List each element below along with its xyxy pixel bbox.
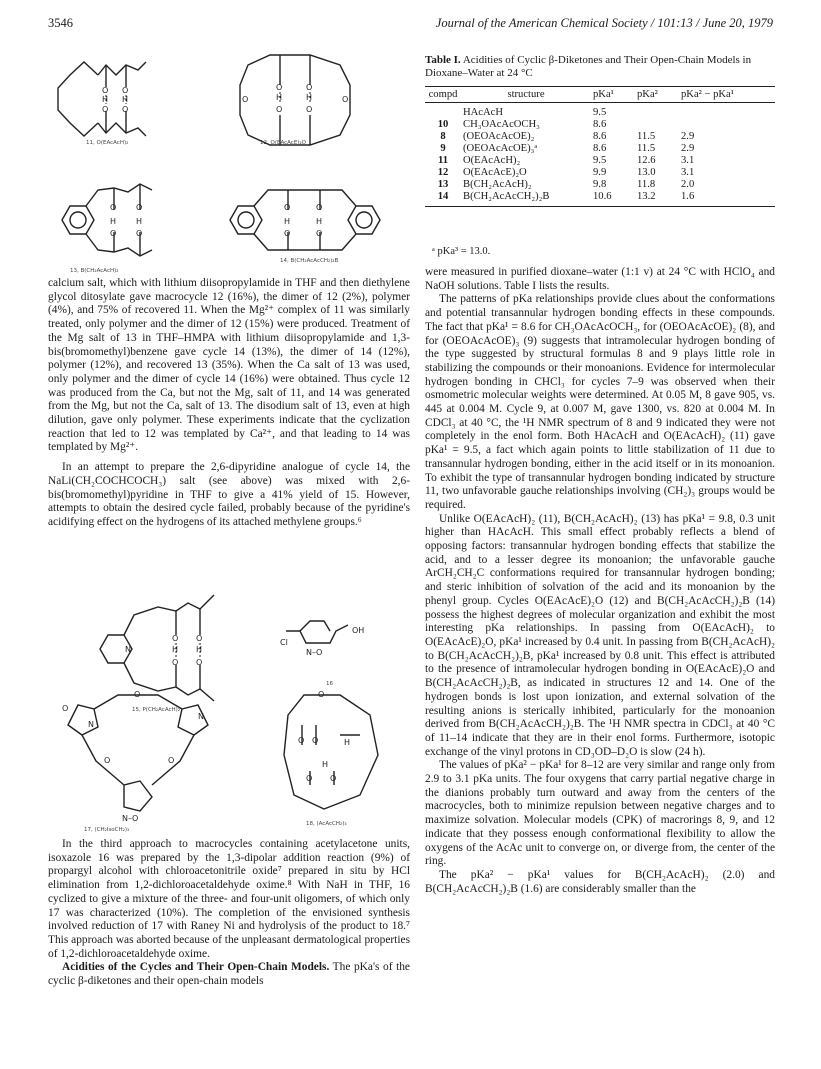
atom-label: O (136, 203, 143, 212)
atom-label: O (306, 105, 313, 114)
table-cell: 12.6 (637, 155, 656, 166)
table-cell: B(CH₂AcAcH)₂ (463, 179, 532, 190)
structure-16-drawing (280, 621, 364, 657)
table-cell (635, 103, 679, 120)
table-caption-text: Acidities of Cyclic β-Diketones and Their Open-Chain Models in Dioxane–Water at 24 °C (425, 54, 752, 79)
table-cell: 11.8 (637, 179, 656, 190)
atom-label: H (322, 760, 329, 769)
atom-label: O (136, 229, 143, 238)
atom-label: H (196, 645, 203, 654)
column-header: pKa² (635, 87, 679, 103)
structures-middle-drawing (48, 585, 410, 835)
atom-label: O (110, 203, 117, 212)
left-column-lower (48, 838, 410, 989)
table-cell: 9.9 (593, 167, 607, 178)
atom-label: O (316, 203, 323, 212)
paragraph-text: The pKa's of the cyclic β-diketones and their open-chain models (48, 961, 410, 988)
table-row (425, 131, 775, 143)
structure-13-label: 13, B(CH₂AcAcH)₂ (70, 268, 119, 274)
paragraph: In an attempt to prepare the 2,6-dipyridine analogue of cycle 14, the NaLi(CH₂COCHCOCH₃) salt (see above) was mixed with 2,6-bis(bromomethyl)pyridine in THF to give a 41% yield of 15. However, attempts to obtain the desired cycle failed, probably because of the pyridine's acidifying effect on the hydrogens of its attached methylene groups.⁶ (48, 461, 410, 528)
atom-label: O (298, 736, 305, 745)
atom-label: O (172, 658, 179, 667)
table-caption (425, 54, 775, 80)
table-cell: CH₃OAcAcOCH₃ (463, 119, 540, 130)
page-number: 3546 (48, 16, 73, 30)
left-column-upper (48, 277, 410, 530)
structures-top-figure (48, 40, 410, 275)
table-footnote: ᵃ pKa³ = 13.0. (432, 246, 491, 257)
atom-label: H (102, 95, 109, 104)
atom-label: O (102, 86, 109, 95)
table-header-row (425, 87, 775, 103)
atom-label: H (316, 217, 323, 226)
table-cell: O(EAcAcH)₂ (463, 155, 521, 166)
structure-11-drawing (58, 62, 146, 136)
paragraph: The pKa² − pKa¹ values for B(CH₂AcAcH)₂ (2.0) and B(CH₂AcAcCH₂)₂B (1.6) are considerably smaller than the (425, 868, 775, 895)
atom-label: H (306, 93, 313, 102)
atom-label: O (330, 774, 337, 783)
atom-label: O (134, 690, 141, 699)
table-cell: 2.9 (681, 131, 695, 142)
table-cell: B(CH₂AcAcCH₂)₂B (461, 191, 591, 207)
table-cell: 8.6 (593, 131, 607, 142)
table-cell: 13.0 (637, 167, 656, 178)
atom-label: O (122, 86, 129, 95)
paragraph: The patterns of pKa relationships provide clues about the conformations and potential transannular hydrogen bonding effects in these compounds. The fact that pKa¹ = 8.6 for CH₃OAcAcOCH₃, for (OEOAcAcOE)₂ (8), and for (OEOAcAcOE)₃ (9) suggests that intramolecular hydrogen bonding of the type suggested by structural formulas 8 and 9 plays little role in stabilizing the compounds or their monoanions. Evidence for intermolecular hydrogen bonding in CHCl₃ for cycles 7–9 was observed when their osmometric molecular weights were determined. At 0.05 M, 8 gave 905, vs. 445 at 0.004 M. Cycle 9, at 0.007 M, gave 1300, vs. 820 at 0.004 M. In CDCl₃ at 40 °C, the ¹H NMR spectrum of 8 and 9 indicated they were not completely in the enol form. Both HAcAcH and O(EAcAcH)₂ (11) gave pKa¹ = 9.5, a fact which again points to little stabilization of 11 due to transannular hydrogen bonding, either in the acid itself or in its monoanion. To exhibit the type of transannular hydrogen bonding indicated by structure 11, two unfavorable gauche relationships involving (CH₂)₃ groups would be required. (425, 293, 775, 511)
atom-label: O (306, 83, 313, 92)
atom-label: H (122, 95, 129, 104)
table-row (425, 143, 775, 155)
structure-15-label: 15, P(CH₂AcAcH)₂ (132, 707, 181, 713)
atom-label: O (196, 658, 203, 667)
atom-label: O (62, 704, 69, 713)
table-cell (425, 103, 461, 120)
table-row (425, 119, 775, 131)
structures-top-drawing (48, 40, 410, 275)
atom-label: H (136, 217, 143, 226)
atom-label: O (312, 736, 319, 745)
table-cell: 1.6 (679, 191, 775, 207)
table-cell: 13.2 (635, 191, 679, 207)
atom-label: N (88, 720, 94, 729)
paragraph (48, 961, 410, 988)
atom-label: O (110, 229, 117, 238)
atom-label: O (276, 105, 283, 114)
atom-label: O (342, 95, 349, 104)
column-header: structure (461, 87, 591, 103)
column-header: pKa¹ (591, 87, 635, 103)
paragraph: The values of pKa² − pKa¹ for 8–12 are very similar and range only from 2.9 to 3.1 pKa units. The four oxygens that carry partial negative charge in the dianions probably turn outward and away from the centers of the macrocycles, both to minimize repulsion between negative charges and to maximize solvation. Molecular models (CPK) of macrorings 8, 9, and 12 indicate that they possess enough conformational flexibility to allow the oxygens of the AcAc unit to converge on, or diverge from, the center of the ring. (425, 759, 775, 868)
atom-label: O (168, 756, 175, 765)
atom-label: N–O (306, 648, 323, 657)
table-cell: O(EAcAcE)₂O (463, 167, 527, 178)
table-row (425, 103, 775, 120)
structure-15-drawing (100, 595, 214, 701)
table-cell: 9.8 (593, 179, 607, 190)
atom-label: H (344, 738, 351, 747)
paragraph: were measured in purified dioxane–water (1:1 v) at 24 °C with HClO₄ and NaOH solutions. Table I lists the results. (425, 266, 775, 292)
table-cell: (OEOAcAcOE)₃ᵃ (463, 143, 538, 154)
atom-label: O (104, 756, 111, 765)
atom-label: O (276, 83, 283, 92)
structure-16-label: 16 (326, 681, 333, 687)
journal-citation: Journal of the American Chemical Society / 101:13 / June 20, 1979 (435, 16, 773, 30)
table-row (425, 155, 775, 167)
section-heading: Acidities of the Cycles and Their Open-Chain Models. (62, 961, 330, 974)
column-header: pKa² − pKa¹ (679, 87, 775, 103)
table-cell (679, 119, 775, 131)
table-cell: 9 (440, 143, 446, 154)
column-header: compd (425, 87, 461, 103)
atom-label: H (172, 645, 179, 654)
atom-label: H (276, 93, 283, 102)
acidity-table (425, 86, 775, 207)
table-cell (635, 119, 679, 131)
atom-label: H (284, 217, 291, 226)
table-cell (679, 103, 775, 120)
table-cell: 8.6 (593, 143, 607, 154)
atom-label: O (196, 634, 203, 643)
table-cell: HAcAcH (463, 107, 504, 118)
structure-14-label: 14, B(CH₂AcAcCH₂)₂B (280, 258, 339, 264)
atom-label: H (110, 217, 117, 226)
structure-12-label: 12, O(EAcAcE)₂O (260, 140, 306, 146)
table-cell: 14 (425, 191, 461, 207)
atom-label: N (198, 712, 204, 721)
table-cell: (OEOAcAcOE)₂ (463, 131, 535, 142)
atom-label: N–O (122, 814, 139, 823)
structure-13-drawing (62, 184, 152, 256)
table-cell: 8.6 (593, 119, 607, 130)
table-cell: 11.5 (637, 143, 656, 154)
table-cell: 3.1 (681, 167, 695, 178)
table-cell: 11 (437, 155, 448, 166)
table-row (425, 167, 775, 179)
table-cell: 3.1 (681, 155, 695, 166)
atom-label: N (125, 645, 131, 654)
structure-12-drawing (240, 55, 350, 145)
atom-label: O (284, 229, 291, 238)
atom-label: O (284, 203, 291, 212)
atom-label: O (242, 95, 249, 104)
paragraph: calcium salt, which with lithium diisopropylamide in THF and then diethylene glycol ditosylate gave macrocycle 12 (16%), the dimer of 12 (2%), polymer (4%), and 75% of recovered 11. When the Mg²⁺ complex of 11 was similarly treated, only polymer and the dimer of 12 (15%) were produced. Treatment of the Mg salt of 13 in THF–HMPA with lithium diisopropylamide and 1,3-bis(bromomethyl)benzene gave cycle 14 (13%), the dimer of 14 (12%), polymer (12%), and recovered 13 (35%). When the Ca salt of 13 was used, only polymer and the dimer of cycle 14 (16%) were obtained. Thus cycle 12 was produced from the Ca, but not the Mg, salt of 11, and 14 was generated from the Mg, but not the Ca, salt of 13. The disodium salt of 13, even at high dilution, gave only polymer. These experiments indicate that the cyclization reaction that led to 12 was templated by Ca²⁺, and that leading to 14 was templated by Mg²⁺. (48, 277, 410, 454)
table-cell: 8 (440, 131, 446, 142)
atom-label: O (318, 690, 325, 699)
structure-14-drawing (230, 190, 380, 250)
atom-label: O (122, 105, 129, 114)
table-cell: 9.5 (593, 155, 607, 166)
table-cell: 10.6 (591, 191, 635, 207)
structure-18-label: 18, (AcAcCH₂)₃ (306, 821, 347, 827)
table-cell: 2.9 (681, 143, 695, 154)
table-caption-label: Table I. (425, 54, 461, 66)
table-cell: 11.5 (637, 131, 656, 142)
atom-label: Cl (280, 638, 288, 647)
table-cell: 10 (437, 119, 449, 130)
paragraph: Unlike O(EAcAcH)₂ (11), B(CH₂AcAcH)₂ (13) has pKa¹ = 9.8, 0.3 unit higher than HAcAcH. This small effect probably reflects a blend of opposing factors: transannular hydrogen bonding effects that stabilize the acid, and to a lesser degree its monoanion; the unfavorable gauche ArCH₂CH₂C conformations required for transannular hydrogen bonding; and steric inhibition of solvation of the acid and its monoanion by the phenyl group. Cycles O(EAcAcE)₂O (12) and B(CH₂AcAcCH₂)₂B (14) possess the highest degrees of molecular organization and exhibit the most interesting pKa relationships. In passing from O(EAcAcH)₂ to O(EAcAcE)₂O, pKa¹ increased by 0.4 unit. In passing from B(CH₂AcAcH)₂ to B(CH₂AcAcCH₂)₂B, pKa¹ increased by 0.8 unit. This effect is attributed to the presence of intramolecular hydrogen bonding in O(EAcAcE)₂O and B(CH₂AcAcCH₂)₂B, as indicated in structures 12 and 14. One of the hydrogen bonds is lost upon ionization, and external solvation of the resulting anions is sterically inhibited, particularly for the monoanion derived from B(CH₂AcAcCH₂)₂B. The ¹H NMR spectra in CDCl₃ at 40 °C of 11–14 indicate that they are in their enol forms. Furthermore, isotopic exchange of the vinyl protons in CD₃OD–D₂O is slow (24 h). (425, 512, 775, 758)
structure-18-drawing (284, 690, 378, 809)
structure-11-label: 11, O(EAcAcH)₂ (86, 140, 129, 146)
table-cell: 9.5 (593, 107, 607, 118)
structures-middle-figure (48, 585, 410, 835)
atom-label: OH (352, 626, 365, 635)
atom-label: O (172, 634, 179, 643)
right-column (425, 266, 775, 896)
structure-17-label: 17, (CH₂IsoCH₂)₃ (84, 827, 130, 833)
page-header (48, 16, 773, 34)
table-cell: 13 (437, 179, 449, 190)
atom-label: O (316, 229, 323, 238)
table-row (425, 179, 775, 191)
paragraph: In the third approach to macrocycles containing acetylacetone units, isoxazole 16 was prepared by the 1,3-dipolar addition reaction (9%) of propargyl alcohol with chloroacetonitrile oxide⁷ prepared in situ by HCl elimination from 1,2-dichloroacetaldehyde oxime.⁸ With NaH in THF, 16 cyclized to give a mixture of the three- and four-unit oligomers, of which only 17 was characterized (10%). The completion of the envisioned synthesis involved reduction of 17 with Raney Ni and hydrolysis of the product to 18.⁷ This approach was aborted because of the unpleasant dermatological properties of 1,2-dichloroacetaldehyde oxime. (48, 838, 410, 960)
atom-label: O (306, 774, 313, 783)
table-cell: 2.0 (681, 179, 695, 190)
atom-label: O (102, 105, 109, 114)
table-cell: 12 (437, 167, 449, 178)
table-row (425, 191, 775, 207)
